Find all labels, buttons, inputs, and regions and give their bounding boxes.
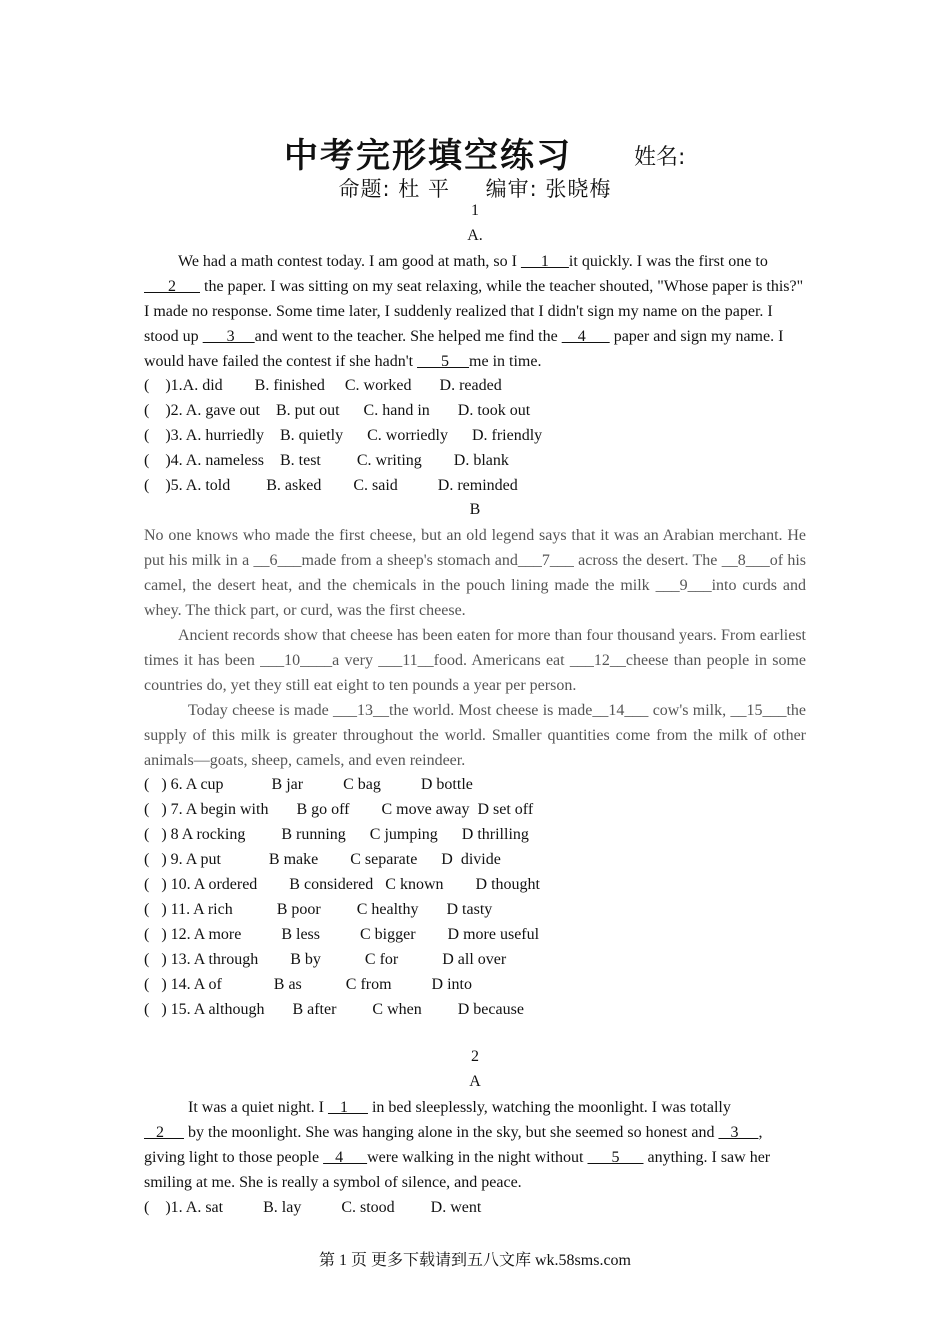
- blank-3: 3: [718, 1124, 759, 1141]
- blank-5: 5: [587, 1149, 644, 1166]
- option-row: ( ) 7. A begin with B go off C move away D set off: [144, 801, 534, 818]
- blank-3: 3: [202, 328, 255, 345]
- page-title: 中考完形填空练习: [284, 136, 572, 176]
- section-2-number: 2: [471, 1048, 479, 1065]
- authors-line: [0, 173, 950, 203]
- title-row: [0, 128, 950, 176]
- blank-2: 2: [144, 278, 200, 295]
- option-row: ( ) 10. A ordered B considered C known D thought: [144, 876, 540, 893]
- option-row: ( )1.A. did B. finished C. worked D. readed: [144, 377, 502, 394]
- blank-4: 4: [561, 328, 610, 345]
- option-row: ( ) 8 A rocking B running C jumping D thrilling: [144, 826, 529, 843]
- option-row: ( )5. A. told B. asked C. said D. reminded: [144, 477, 518, 494]
- blank-5: 5: [417, 353, 470, 370]
- options-1a: [144, 373, 844, 498]
- options-1b: [144, 772, 844, 1022]
- option-row: ( )3. A. hurriedly B. quietly C. worriedly D. friendly: [144, 427, 543, 444]
- passage-1b-para-2: Ancient records show that cheese has been eaten for more than four thousand years. From earliest times it has been ___10____a very ___11__food. Americans eat ___12__cheese than people in some countries do, yet they still eat eight to ten pounds a year per person.: [144, 627, 806, 694]
- option-row: ( ) 6. A cup B jar C bag D bottle: [144, 776, 473, 793]
- author-proposer: 命题: 杜 平: [338, 177, 450, 201]
- option-row: ( ) 14. A of B as C from D into: [144, 976, 472, 993]
- passage-2a: It was a quiet night. I 1 in bed sleeplessly, watching the moonlight. I was totally 2 by the moonlight. She was hanging alone in the sky, but she seemed so honest and 3 , giving light to those people 4 were walking in the night without 5 anything. I saw her smiling at me. She is really a symbol of silence, and peace.: [144, 1099, 771, 1191]
- passage-1b-para-3: Today cheese is made ___13__the world. Most cheese is made__14___ cow's milk, __15___the supply of this milk is greater throughout the world. Smaller quantities come from the milk of other animals—goats, sheep, camels, and even reindeer.: [144, 702, 806, 769]
- option-row: ( )2. A. gave out B. put out C. hand in D. took out: [144, 402, 531, 419]
- section-1-number: 1: [471, 202, 479, 219]
- blank-1: 1: [327, 1099, 368, 1116]
- section-1-part-b-label: B: [469, 501, 481, 518]
- passage-1b-para-1: No one knows who made the first cheese, but an old legend says that it was an Arabian merchant. He put his milk in a __6___made from a sheep's stomach and___7___ across the desert. The __8___of his camel, the desert heat, and the chemicals in the pouch lining made the milk ___9___into curds and whey. The thick part, or curd, was the first cheese.: [144, 527, 806, 619]
- section-1-part-a-label: A.: [467, 227, 483, 244]
- options-2a: [144, 1195, 844, 1220]
- option-row: ( ) 12. A more B less C bigger D more useful: [144, 926, 540, 943]
- passage-1b: [144, 523, 806, 773]
- page-footer: 第 1 页 更多下载请到五八文库 wk.58sms.com: [318, 1252, 631, 1269]
- option-row: ( ) 9. A put B make C separate D divide: [144, 851, 501, 868]
- blank-2: 2: [144, 1124, 184, 1141]
- passage-1a: We had a math contest today. I am good at math, so I 1 it quickly. I was the first one to 2 the paper. I was sitting on my seat relaxing, while the teacher shouted, "Whose paper is this?" I made no response. Some time later, I suddenly realized that I didn't sign my name on the paper. I stood up 3 and went to the teacher. She helped me find the 4 paper and sign my name. I would have failed the contest if she hadn't 5 me in time.: [144, 253, 804, 370]
- name-label: 姓名:: [634, 145, 686, 170]
- option-row: ( )1. A. sat B. lay C. stood D. went: [144, 1199, 482, 1216]
- option-row: ( ) 13. A through B by C for D all over: [144, 951, 507, 968]
- option-row: ( ) 11. A rich B poor C healthy D tasty: [144, 901, 493, 918]
- option-row: ( )4. A. nameless B. test C. writing D. blank: [144, 452, 509, 469]
- author-reviewer: 编审: 张晓梅: [485, 177, 612, 201]
- blank-1: 1: [520, 253, 569, 270]
- blank-4: 4: [323, 1149, 368, 1166]
- section-2-part-a-label: A: [469, 1073, 481, 1090]
- option-row: ( ) 15. A although B after C when D because: [144, 1001, 524, 1018]
